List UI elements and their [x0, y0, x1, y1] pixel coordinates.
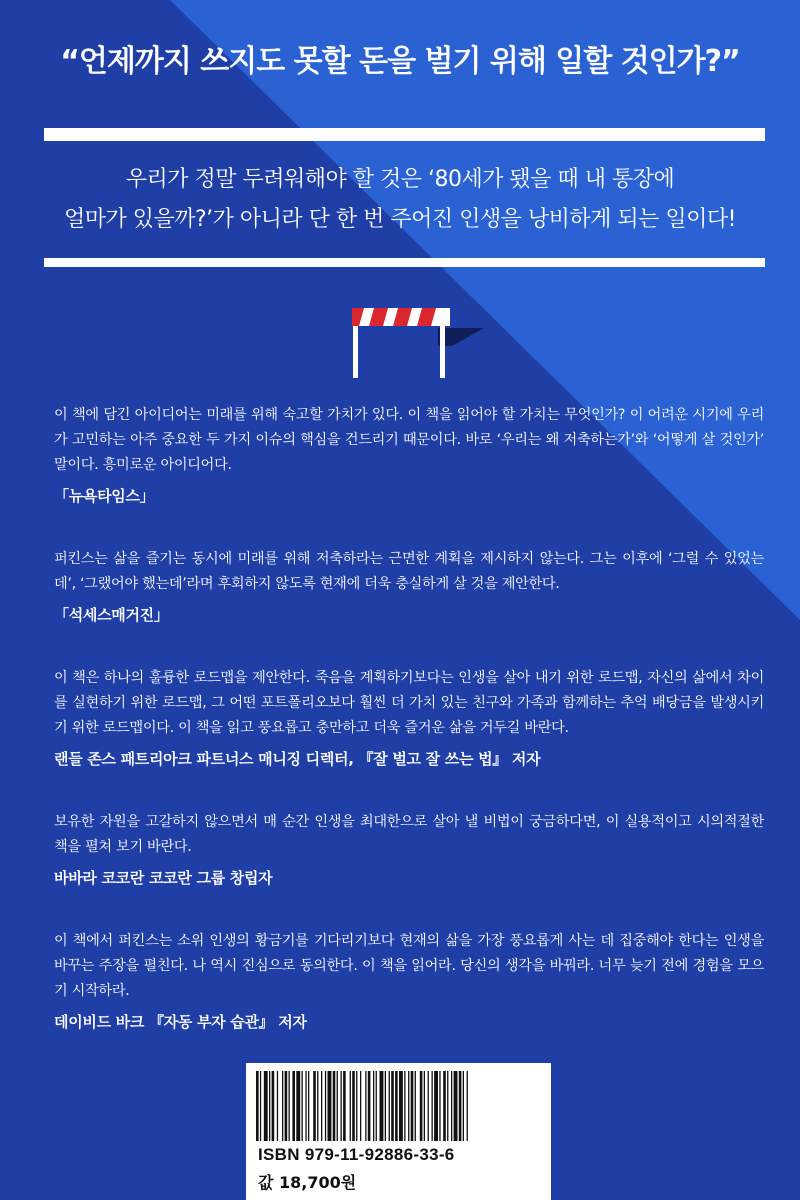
barcode-bar [408, 1071, 409, 1141]
barcode-bar [296, 1071, 300, 1141]
barcode-bar [395, 1071, 398, 1141]
barcode [256, 1071, 541, 1141]
barcode-bar [321, 1071, 322, 1141]
barcode-bar [451, 1071, 452, 1141]
hurdle-icon [340, 296, 490, 380]
barcode-bar [333, 1071, 336, 1141]
barcode-bar [459, 1071, 462, 1141]
headline: “언제까지 쓰지도 못할 돈을 벌기 위해 일할 것인가?” [60, 44, 740, 79]
barcode-bar [260, 1071, 261, 1141]
review-text: 퍼킨스는 삶을 즐기는 동시에 미래를 위해 저축하라는 근면한 계획을 제시하지 않는다. 그는 이후에 ‘그럴 수 있었는데’, ‘그랬어야 했는데’라며 후회하지 않도록 현재에 더욱 충실하게 살 것을 제안한다. [54, 551, 764, 592]
barcode-bar [325, 1071, 326, 1141]
barcode-bar [373, 1071, 374, 1141]
barcode-bar [424, 1071, 425, 1141]
review-item [54, 547, 764, 625]
barcode-bar [380, 1071, 384, 1141]
barcode-bar [368, 1071, 371, 1141]
barcode-bar [282, 1071, 283, 1141]
price-label: 값 18,700원 [258, 1173, 357, 1192]
review-source: 「석세스매거진」 [54, 606, 169, 624]
barcode-bar [302, 1071, 303, 1141]
barcode-bar [428, 1071, 429, 1141]
barcode-bar [389, 1071, 390, 1141]
barcode-bar [285, 1071, 288, 1141]
barcode-bar [399, 1071, 403, 1141]
barcode-bar [443, 1071, 446, 1141]
review-text: 보유한 자원을 고갈하지 않으면서 매 순간 인생을 최대한으로 살아 낼 비법이 궁금하다면, 이 실용적이고 시의적절한 책을 펼쳐 보기 바란다. [54, 814, 764, 855]
barcode-box [246, 1063, 551, 1200]
barcode-bar [352, 1071, 355, 1141]
review-source: 「뉴욕타임스」 [54, 487, 155, 505]
barcode-bar [356, 1071, 357, 1141]
barcode-bar [411, 1071, 414, 1141]
barcode-bar [391, 1071, 394, 1141]
subhead-line-1: 우리가 정말 두려워해야 할 것은 ‘80세가 됐을 때 내 통장에 [125, 167, 675, 192]
review-text: 이 책에 담긴 아이디어는 미래를 위해 숙고할 가치가 있다. 이 책을 읽어야 할 가치는 무엇인가? 이 어려운 시기에 우리가 고민하는 아주 중요한 두 가지 이슈의 핵심을 건드리기 때문이다. 바로 ‘우리는 왜 저축하는가’와 ‘어떻게 살 것인가’ 말이다. 흥미로운 아이디어다. [54, 407, 764, 473]
barcode-bar [256, 1071, 259, 1141]
barcode-bar [272, 1071, 275, 1141]
review-source: 데이비드 바크 『자동 부자 습관』 저자 [54, 1013, 307, 1031]
barcode-bar [385, 1071, 386, 1141]
review-item [54, 810, 764, 888]
barcode-bar [447, 1071, 448, 1141]
barcode-bar [292, 1071, 295, 1141]
barcode-bar [415, 1071, 416, 1141]
barcode-bar [308, 1071, 309, 1141]
barcode-bar [328, 1071, 332, 1141]
subhead-line-2: 얼마가 있을까?’가 아니라 단 한 번 주어진 인생을 낭비하게 되는 일이다! [64, 207, 736, 232]
review-list [54, 403, 764, 1073]
barcode-bar [337, 1071, 338, 1141]
barcode-bar [467, 1071, 468, 1141]
isbn-number: ISBN 979-11-92886-33-6 [258, 1145, 455, 1164]
barcode-bar [360, 1071, 361, 1141]
barcode-bar [341, 1071, 342, 1141]
barcode-bar [264, 1071, 268, 1141]
barcode-bar [305, 1071, 306, 1141]
barcode-bar [420, 1071, 423, 1141]
hurdle-leg-left [353, 322, 358, 378]
barcode-bar [289, 1071, 290, 1141]
review-source: 랜들 존스 패트리아크 파트너스 매니징 디렉터, 『잘 벌고 잘 쓰는 법』 저자 [54, 750, 541, 768]
subhead [30, 160, 770, 240]
barcode-bar [313, 1071, 316, 1141]
barcode-bar [432, 1071, 433, 1141]
barcode-bar [365, 1071, 366, 1141]
barcode-bar [454, 1071, 458, 1141]
barcode-bar [376, 1071, 377, 1141]
barcode-bar [439, 1071, 440, 1141]
hurdle-leg-right [440, 322, 445, 378]
barcode-bar [343, 1071, 346, 1141]
barcode-bar [463, 1071, 464, 1141]
review-text: 이 책은 하나의 훌륭한 로드맵을 제안한다. 죽음을 계획하기보다는 인생을 살아 내기 위한 로드맵, 자신의 삶에서 차이를 실현하기 위한 로드맵, 그 어떤 포트폴리오보다 훨씬 더 가치 있는 친구와 가족과 함께하는 추억 배당금을 발생시키기 위한 로드맵이다. 이 책을 읽고 풍요롭고 충만하고 더욱 즐거운 삶을 거두길 바란다. [54, 670, 764, 736]
barcode-bar [269, 1071, 270, 1141]
review-item [54, 403, 764, 506]
barcode-bar [404, 1071, 405, 1141]
review-source: 바바라 코코란 코코란 그룹 창립자 [54, 869, 273, 887]
review-item [54, 929, 764, 1032]
barcode-bar [317, 1071, 318, 1141]
bottom-rule [44, 258, 765, 267]
review-item [54, 666, 764, 769]
barcode-bar [277, 1071, 278, 1141]
review-text: 이 책에서 퍼킨스는 소위 인생의 황금기를 기다리기보다 현재의 삶을 가장 풍요롭게 사는 데 집중해야 한다는 인생을 바꾸는 주장을 펼친다. 나 역시 진심으로 동의한다. 이 책을 읽어라. 당신의 생각을 바꿔라. 너무 늦기 전에 경험을 모으기 시작하라. [54, 933, 764, 999]
barcode-bar [350, 1071, 351, 1141]
top-rule [44, 128, 765, 141]
barcode-bar [434, 1071, 438, 1141]
